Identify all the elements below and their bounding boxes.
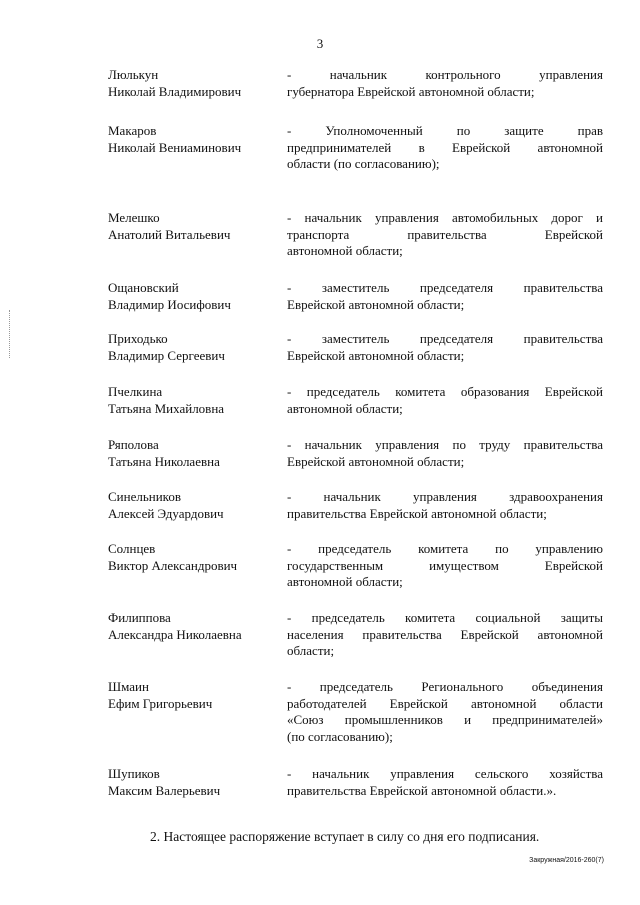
member-position-line: транспорта правительства Еврейской (287, 226, 603, 242)
member-position-line: - председатель комитета образования Еврейской (287, 384, 603, 399)
member-position-line: правительства Еврейской автономной области; (287, 505, 547, 521)
member-position-line: - начальник контрольного управления (287, 67, 603, 82)
member-position-line: «Союз промышленников и предпринимателей» (287, 712, 603, 727)
member-surname: Шупиков (108, 766, 160, 781)
member-name (108, 67, 273, 100)
member-position (287, 331, 603, 364)
member-position-line: (по согласованию); (287, 728, 393, 744)
member-position (287, 384, 603, 417)
member-position-line: работодателей Еврейской автономной области (287, 695, 603, 711)
member-position (287, 766, 603, 799)
member-position-line: государственным имуществом Еврейской (287, 557, 603, 573)
member-position-line: - председатель комитета по управлению (287, 541, 603, 556)
member-name (108, 280, 273, 313)
member-given-names: Виктор Александрович (108, 557, 238, 573)
member-position-line: - начальник управления здравоохранения (287, 489, 603, 504)
member-position (287, 679, 603, 745)
page-number: 3 (316, 36, 324, 51)
member-position-line: - председатель Регионального объединения (287, 679, 603, 694)
member-name (108, 437, 273, 470)
member-position-line: губернатора Еврейской автономной области; (287, 83, 535, 99)
member-given-names: Анатолий Витальевич (108, 226, 231, 242)
member-given-names: Николай Владимирович (108, 83, 242, 99)
member-name (108, 679, 273, 712)
member-surname: Люлькун (108, 67, 159, 82)
member-name (108, 331, 273, 364)
member-position-line: - начальник управления по труду правительства (287, 437, 603, 452)
member-position (287, 437, 603, 470)
member-given-names: Максим Валерьевич (108, 782, 221, 798)
member-name (108, 541, 273, 574)
member-position-line: предпринимателей в Еврейской автономной (287, 139, 603, 155)
member-surname: Синельников (108, 489, 181, 504)
member-position-line: Еврейской автономной области; (287, 453, 465, 469)
member-given-names: Николай Вениаминович (108, 139, 242, 155)
member-position (287, 280, 603, 313)
member-name (108, 610, 273, 643)
member-position-line: - начальник управления автомобильных дорог и (287, 210, 603, 225)
member-given-names: Татьяна Михайловна (108, 400, 225, 416)
member-position-line: - председатель комитета социальной защиты (287, 610, 603, 625)
member-position (287, 123, 603, 173)
member-position-line: области; (287, 643, 335, 658)
member-position-line: Еврейской автономной области; (287, 296, 465, 312)
member-given-names: Владимир Иосифович (108, 296, 231, 312)
member-position-line: населения правительства Еврейской автономной (287, 626, 603, 642)
member-given-names: Владимир Сергеевич (108, 347, 225, 363)
member-name (108, 489, 273, 522)
member-given-names: Алексей Эдуардович (108, 505, 224, 521)
member-position (287, 489, 603, 522)
member-position-line: автономной области; (287, 243, 403, 258)
member-surname: Филиппова (108, 610, 171, 625)
member-given-names: Татьяна Николаевна (108, 453, 220, 469)
margin-mark (9, 310, 10, 358)
member-surname: Солнцев (108, 541, 156, 556)
document-code: Закружная/2016-260(7) (529, 857, 604, 864)
member-name (108, 210, 273, 243)
member-name (108, 123, 273, 156)
member-surname: Ощановский (108, 280, 179, 295)
member-position-line: автономной области; (287, 400, 403, 416)
member-position (287, 610, 603, 660)
member-given-names: Александра Николаевна (108, 626, 242, 642)
member-name (108, 766, 273, 799)
member-surname: Шмаин (108, 679, 149, 694)
member-position-line: автономной области; (287, 574, 403, 589)
member-position-line: - начальник управления сельского хозяйства (287, 766, 603, 781)
member-surname: Мелешко (108, 210, 160, 225)
member-position-line: - заместитель председателя правительства (287, 280, 603, 295)
member-position (287, 67, 603, 100)
member-surname: Приходько (108, 331, 168, 346)
member-position (287, 210, 603, 260)
member-position-line: Еврейской автономной области; (287, 347, 465, 363)
member-position-line: правительства Еврейской автономной области.». (287, 782, 557, 798)
member-name (108, 384, 273, 417)
closing-paragraph: 2. Настоящее распоряжение вступает в силу со дня его подписания. (150, 829, 540, 844)
member-position-line: - Уполномоченный по защите прав (287, 123, 603, 138)
member-surname: Пчелкина (108, 384, 163, 399)
member-position-line: - заместитель председателя правительства (287, 331, 603, 346)
member-given-names: Ефим Григорьевич (108, 695, 213, 711)
member-position (287, 541, 603, 591)
member-position-line: области (по согласованию); (287, 156, 440, 171)
member-surname: Макаров (108, 123, 157, 138)
member-surname: Ряполова (108, 437, 159, 452)
